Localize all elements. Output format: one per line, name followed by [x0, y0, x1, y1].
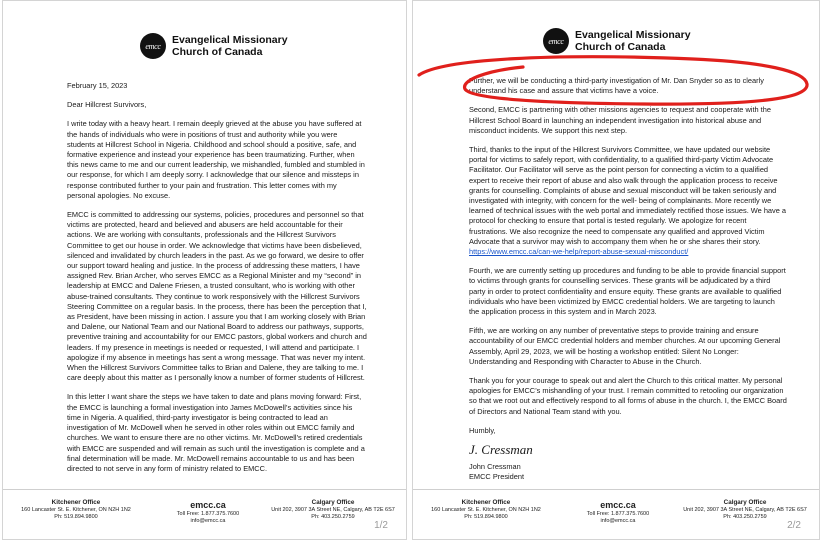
paragraph: Fourth, we are currently setting up procedures and funding to be able to provide financial support to victims through grants for counselling services. These grants will be adjudicated by a third party in order to protect confidentiality and ensure equity. These grants are available to qualified individuals who have been victimized by EMCC credential holders. We are targeting to launch the application process in this system and in March 2023.	[469, 266, 786, 317]
paragraph: Thank you for your courage to speak out and alert the Church to this critical matter. My personal apologies for EMCC’s mishandling of your trust. I remain committed to retooling our organization so that we root out and effectively respond to all forms of abuse in the church. I, the EMCC Board of Directors and National Team stand with you.	[469, 376, 787, 416]
footer-email[interactable]: info@emcc.ca	[190, 517, 226, 524]
footer-kitchener-office	[421, 500, 551, 520]
signature-block	[469, 442, 787, 482]
paragraph: Fifth, we are working on any number of preventative steps to provide training and ensure accountability of our EMCC credential holders and member churches. At our upcoming General Assembly, April 29, 2023, we will be hosting a workshop entitled: Silent No Longer: Understanding and Responding with Character to Abuse in the Church.	[469, 326, 781, 366]
footer-kitchener-office	[11, 500, 141, 520]
org-name-line-2: Church of Canada	[172, 46, 263, 58]
footer-center	[573, 500, 663, 524]
footer-website[interactable]: emcc.ca	[600, 500, 636, 510]
letter-body-page-2	[469, 76, 787, 483]
paragraph: In this letter I want share the steps we have taken to date and plans moving forward: First, the EMCC is launching a formal investigation into James McDowell’s activities since his time in Nigeria. A qualified, third-party investigator is being contracted to lead an investigation of Mr. McDowell when he served in other roles within out EMCC family and churches. We want to ensure there are no other victims. Mr. McDowell’s retired credentials with EMCC are suspended and will remain as such until the investigation is complete and a final determination will be made. Mr. McDowell remains accountable to us and has been directed to not serve in any form of ministry related to EMCC.	[67, 392, 365, 473]
footer-website[interactable]: emcc.ca	[190, 500, 226, 510]
report-abuse-link[interactable]: https://www.emcc.ca/can-we-help/report-abuse-sexual-misconduct/	[469, 247, 689, 257]
org-name-line-1: Evangelical Missionary	[172, 34, 288, 46]
paragraph: EMCC is committed to addressing our systems, policies, procedures and personnel so that victims are protected, heard and believed and abusers are held accountable for their actions. We are working with consultants, professionals and the Hillcrest Survivors Committee to get our house in order. We acknowledge that victims have been disbelieved, silenced and invalidated by church leaders in the past. As we go forward, we desire to offer our support toward healing and justice. In the process of addressing these matters, I have assigned Rev. Brian Archer, who serves EMCC as a Regional Minister and my “second” in leadership at EMCC and Dalene Friesen, a trusted consultant, who is working with other abuse-trained consultants. They continue to work responsively with the Hillcrest Survivors Steering Committee on a regular basis. In the process, there has been the perception that I, as President, have been missing in action. I assure you that I am working closely with Brian and Dalene, our National Team and our National Board to address our pathways, supports, preventive training and accountability for our EMCC pastors, global workers and church and leaders. If my presence in meetings is needed or requested, I will attend and participate. I apologize if my absence in meetings has sent a wrong message. That was never my intent. When the Hillcrest Survivors Committee talks to Brian and Dalene, they are talking to me. I care deeply about this matter as I personally know a number of former students of Hillcrest.	[67, 210, 367, 383]
org-name	[172, 34, 288, 58]
letter-page-1	[2, 0, 407, 540]
emcc-logo	[140, 33, 288, 59]
letter-footer	[413, 489, 819, 540]
footer-address: 160 Lancaster St. E. Kitchener, ON N2H 1N2	[21, 506, 131, 513]
footer-phone: Ph: 403.250.2759	[311, 513, 355, 520]
org-name-line-2: Church of Canada	[575, 41, 666, 53]
handwritten-signature: J. Cressman	[469, 442, 533, 458]
emcc-logo-mark-icon: emcc	[543, 28, 569, 54]
footer-tollfree: Toll Free: 1.877.375.7600	[586, 510, 650, 517]
footer-office-title: Calgary Office	[723, 499, 767, 506]
signer-title: EMCC President	[469, 472, 525, 482]
paragraph: I write today with a heavy heart. I remain deeply grieved at the abuse you have suffered at the hands of individuals who were in positions of trust and authority while you were students at Hillcrest School in Nigeria. Childhood and school should a positive, safe, and formative experience and instead your experience has been traumatizing. Further, when this news came to me and our current leadership, we mishandled, fumbled and stumbled in our response, for which I am deeply sorry. I acknowledge that our silence and missteps in response contributed further to your pain and frustration. This letter comes with my personal apologies. No excuse.	[67, 119, 365, 200]
letter-date: February 15, 2023	[67, 81, 128, 90]
letter-salutation: Dear Hillcrest Survivors,	[67, 100, 147, 110]
paragraph-highlighted: Further, we will be conducting a third-party investigation of Mr. Dan Snyder so as to clearly understand his case and assure that victims have a voice.	[469, 76, 764, 96]
footer-center	[163, 500, 253, 524]
footer-phone: Ph: 519.894.9800	[54, 513, 98, 520]
emcc-logo-mark-icon: emcc	[140, 33, 166, 59]
footer-address: 160 Lancaster St. E. Kitchener, ON N2H 1N2	[431, 506, 541, 513]
page-number: 1/2	[374, 520, 388, 531]
emcc-logo	[543, 28, 691, 54]
letter-closing: Humbly,	[469, 425, 496, 435]
paragraph: Second, EMCC is partnering with other missions agencies to request and cooperate with the Hillcrest School Board in launching an independent investigation into historical abuse and misconduct incidents. We support this next step.	[469, 105, 771, 135]
footer-office-title: Calgary Office	[311, 499, 355, 506]
letter-footer	[3, 489, 406, 540]
footer-address: Unit 202, 3907 3A Street NE, Calgary, AB T2E 6S7	[271, 506, 395, 513]
footer-email[interactable]: info@emcc.ca	[600, 517, 636, 524]
paragraph: Third, thanks to the input of the Hillcrest Survivors Committee, we have updated our website portal for victims to safely report, with confidentiality, to a qualified third-party Victim Advocate Facilitator. Our Facilitator will serve as the point person for connecting a victim to a qualified expert to receive their report of abuse and also walk through the application process to receive grants for counselling. Complaints of abuse and sexual misconduct will be taken seriously and investigated with integrity, with concern for the well- being of complainants. More recently we learned of technical issues with the web portal and immediately rectified those issues. We have a protocol for checking to ensure that portal is tested regularly. We apologize for recent frustrations. We also recognize the need to compensate any qualified and approved Victim Advocate that a survivor may wish to accompany them when he or she shares their story.	[469, 145, 787, 246]
footer-phone: Ph: 519.894.9800	[464, 513, 508, 520]
org-name	[575, 29, 691, 53]
signer-name: John Cressman	[469, 462, 521, 472]
letter-page-2	[412, 0, 820, 540]
footer-calgary-office	[265, 500, 401, 520]
footer-address: Unit 202, 3907 3A Street NE, Calgary, AB T2E 6S7	[683, 506, 807, 513]
page-number: 2/2	[787, 520, 801, 531]
footer-office-title: Kitchener Office	[51, 499, 101, 506]
org-name-line-1: Evangelical Missionary	[575, 29, 691, 41]
footer-phone: Ph: 403.250.2759	[723, 513, 767, 520]
footer-tollfree: Toll Free: 1.877.375.7600	[176, 510, 240, 517]
footer-office-title: Kitchener Office	[461, 499, 511, 506]
footer-calgary-office	[677, 500, 813, 520]
letter-body-page-1	[67, 81, 367, 483]
